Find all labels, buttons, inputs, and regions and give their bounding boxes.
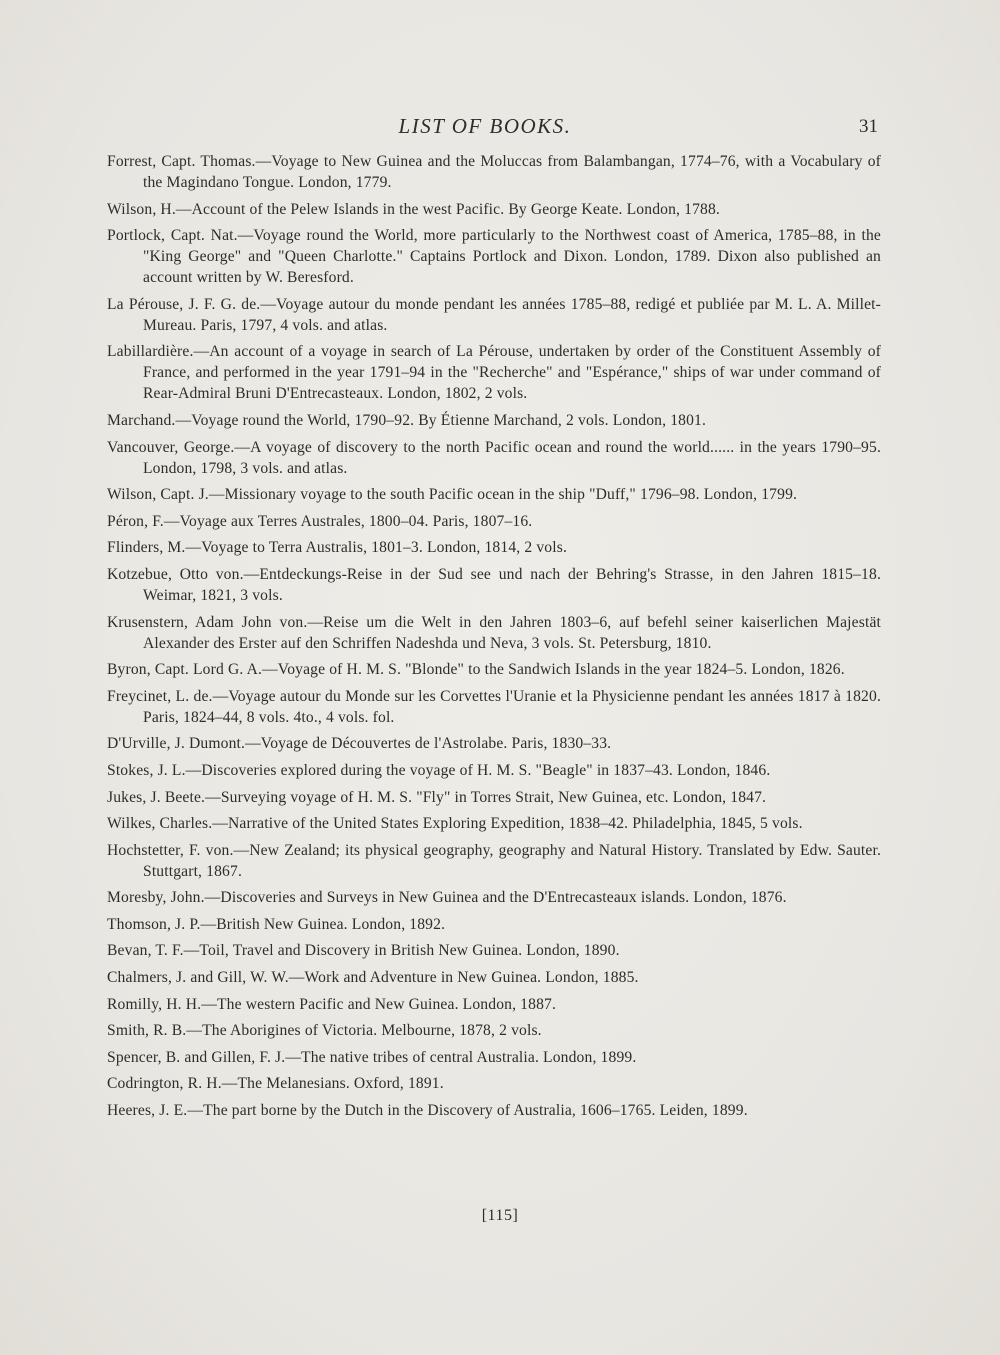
bibliography-entry: Freycinet, L. de.—Voyage autour du Monde sur les Corvettes l'Uranie et la Physicienne pendant les années 1817 à 1820. Paris, 1824–44, 8 vols. 4to., 4 vols. fol. — [107, 687, 881, 726]
bibliography-entry: Spencer, B. and Gillen, F. J.—The native tribes of central Australia. London, 1899. — [107, 1048, 637, 1066]
bibliography-entry: Wilson, Capt. J.—Missionary voyage to the south Pacific ocean in the ship "Duff," 1796–98. London, 1799. — [107, 486, 798, 504]
bibliography-entry: Stokes, J. L.—Discoveries explored during the voyage of H. M. S. "Beagle" in 1837–43. London, 1846. — [107, 761, 771, 779]
bibliography-entry: Hochstetter, F. von.—New Zealand; its physical geography, geography and Natural History. Translated by Edw. Sauter. Stuttgart, 1867. — [107, 841, 881, 880]
bibliography-entry: Romilly, H. H.—The western Pacific and New Guinea. London, 1887. — [107, 995, 557, 1013]
bibliography-entry: Kotzebue, Otto von.—Entdeckungs-Reise in der Sud see und nach der Behring's Strasse, in den Jahren 1815–18. Weimar, 1821, 3 vols. — [107, 565, 881, 604]
bibliography-entry: Labillardière.—An account of a voyage in search of La Pérouse, undertaken by order of the Constituent Assembly of France, and performed in the year 1791–94 in the "Recherche" and "Espérance," ships of war under command of Rear-Admiral Bruni D'Entrecasteaux. London, 1802, 2 vols. — [107, 343, 881, 403]
bibliography-list — [107, 151, 881, 1127]
bibliography-entry: Moresby, John.—Discoveries and Surveys in New Guinea and the D'Entrecasteaux islands. London, 1876. — [107, 889, 787, 907]
bibliography-entry: Wilson, H.—Account of the Pelew Islands in the west Pacific. By George Keate. London, 1788. — [107, 200, 720, 218]
bibliography-entry: Péron, F.—Voyage aux Terres Australes, 1800–04. Paris, 1807–16. — [107, 512, 533, 530]
bibliography-entry: Krusenstern, Adam John von.—Reise um die Welt in den Jahren 1803–6, auf befehl seiner kaiserlichen Majestät Alexander des Erster auf den Schriffen Nadeshda und Neva, 3 vols. St. Petersburg, 1810. — [107, 613, 881, 652]
bibliography-entry: Flinders, M.—Voyage to Terra Australis, 1801–3. London, 1814, 2 vols. — [107, 539, 568, 557]
bibliography-entry: La Pérouse, J. F. G. de.—Voyage autour du monde pendant les années 1785–88, redigé et publiée par M. L. A. Millet-Mureau. Paris, 1797, 4 vols. and atlas. — [107, 295, 881, 334]
running-head — [0, 114, 1000, 140]
bibliography-entry: Marchand.—Voyage round the World, 1790–92. By Étienne Marchand, 2 vols. London, 1801. — [107, 411, 707, 429]
bibliography-entry: Thomson, J. P.—British New Guinea. London, 1892. — [107, 915, 446, 933]
bibliography-entry: Bevan, T. F.—Toil, Travel and Discovery in British New Guinea. London, 1890. — [107, 942, 620, 960]
bibliography-entry: Jukes, J. Beete.—Surveying voyage of H. M. S. "Fly" in Torres Strait, New Guinea, etc. London, 1847. — [107, 788, 767, 806]
bibliography-entry: Vancouver, George.—A voyage of discovery to the north Pacific ocean and round the world...... in the years 1790–95. London, 1798, 3 vols. and atlas. — [107, 438, 881, 477]
bibliography-entry: Wilkes, Charles.—Narrative of the United States Exploring Expedition, 1838–42. Philadelphia, 1845, 5 vols. — [107, 815, 803, 833]
bibliography-entry: Byron, Capt. Lord G. A.—Voyage of H. M. S. "Blonde" to the Sandwich Islands in the year 1824–5. London, 1826. — [107, 661, 845, 679]
page-title: LIST OF BOOKS. — [398, 114, 572, 138]
bibliography-entry: D'Urville, J. Dumont.—Voyage de Découvertes de l'Astrolabe. Paris, 1830–33. — [107, 735, 612, 753]
page-number: 31 — [859, 116, 878, 137]
bibliography-entry: Chalmers, J. and Gill, W. W.—Work and Adventure in New Guinea. London, 1885. — [107, 969, 639, 987]
bibliography-entry: Codrington, R. H.—The Melanesians. Oxford, 1891. — [107, 1075, 444, 1093]
bibliography-entry: Forrest, Capt. Thomas.—Voyage to New Guinea and the Moluccas from Balambangan, 1774–76, with a Vocabulary of the Magindano Tongue. London, 1779. — [107, 153, 881, 191]
bibliography-entry: Portlock, Capt. Nat.—Voyage round the World, more particularly to the Northwest coast of America, 1785–88, in the "King George" and "Queen Charlotte." Captains Portlock and Dixon. London, 1789. Dixon also published an account written by W. Beresford. — [107, 227, 881, 287]
bibliography-entry: Smith, R. B.—The Aborigines of Victoria. Melbourne, 1878, 2 vols. — [107, 1022, 542, 1040]
bibliography-entry: Heeres, J. E.—The part borne by the Dutch in the Discovery of Australia, 1606–1765. Leiden, 1899. — [107, 1102, 748, 1120]
folio-number: [115] — [481, 1207, 519, 1224]
